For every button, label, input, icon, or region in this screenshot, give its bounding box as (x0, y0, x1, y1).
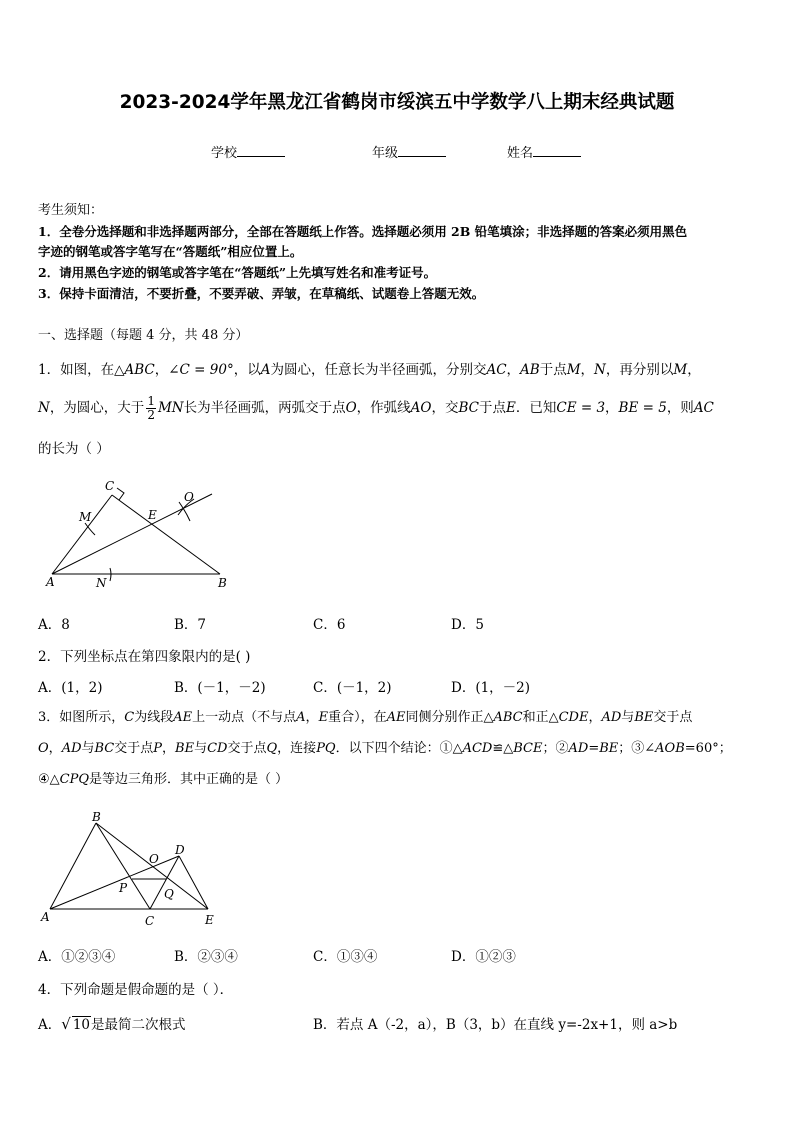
grade-field[interactable] (372, 142, 446, 161)
segment-ad (50, 856, 179, 909)
section-heading: 一、选择题（每题 4 分，共 48 分） (38, 328, 249, 343)
label-c: C (105, 479, 115, 493)
q4-option-a[interactable]: A．√ 10是最简二次根式 (38, 1015, 186, 1033)
label-n: N (96, 576, 107, 590)
side-de (179, 856, 208, 909)
q1-line-1: 1．如图，在△ABC，∠C = 90°，以A为圆心，任意长为半径画弧，分别交AC，AB于点M，N，再分别以M， (38, 362, 701, 378)
ray-ao (52, 494, 212, 574)
notice-item-1-cont: 字迹的钢笔或答字笔写在“答题纸”相应位置上。 (38, 244, 303, 259)
q2-option-a[interactable]: A．(1，2) (38, 680, 103, 696)
label-a: A (41, 910, 50, 924)
label-e: E (205, 913, 214, 927)
q2-option-d[interactable]: D．(1，－2) (451, 680, 531, 696)
label-b: B (92, 810, 101, 824)
label-e: E (148, 508, 157, 522)
sqrt-symbol: √ (61, 1015, 71, 1033)
notice-heading: 考生须知： (38, 203, 104, 218)
label-p: P (119, 881, 128, 895)
q3-line-2: O，AD与BC交于点P，BE与CD交于点Q，连接PQ．以下四个结论：①△ACD≌△BCE；②AD=BE；③∠AOB=60°； (38, 741, 732, 756)
fraction-one-half: $\frac{1}{2}$ (147, 394, 155, 422)
name-field[interactable] (507, 142, 581, 161)
label-o: O (149, 852, 159, 866)
grade-blank[interactable] (398, 143, 446, 157)
notice-item-3: 3．保持卡面清洁，不要折叠，不要弄破、弄皱，在草稿纸、试题卷上答题无效。 (38, 286, 485, 301)
q1-figure (40, 475, 240, 595)
q3-option-a[interactable]: A．①②③④ (38, 949, 116, 965)
q4-stem: 4．下列命题是假命题的是（ ）． (38, 982, 234, 998)
page-title: 2023-2024学年黑龙江省鹤岗市绥滨五中学数学八上期末经典试题 (119, 92, 675, 113)
side-ab (50, 823, 96, 909)
side-cb (112, 495, 220, 574)
label-o: O (184, 490, 194, 504)
notice-item-2: 2．请用黑色字迹的钢笔或答字笔在“答题纸”上先填写姓名和准考证号。 (38, 265, 437, 280)
q1-option-b[interactable]: B．7 (174, 617, 207, 633)
label-d: D (175, 843, 185, 857)
q3-figure (38, 808, 228, 932)
label-c: C (145, 914, 155, 928)
grade-label: 年级 (372, 146, 399, 161)
school-field[interactable] (211, 142, 285, 161)
q1-line-3: 的长为（ ） (38, 441, 110, 457)
label-m: M (79, 510, 92, 524)
school-blank[interactable] (237, 143, 285, 157)
q1-option-d[interactable]: D．5 (451, 617, 484, 633)
name-label: 姓名 (507, 146, 534, 161)
q3-line-1: 3．如图所示，C为线段AE上一动点（不与点A，E重合），在AE同侧分别作正△ABC和正△CDE，AD与BE交于点 (38, 710, 693, 725)
q1-option-c[interactable]: C．6 (313, 617, 346, 633)
school-label: 学校 (211, 146, 238, 161)
q3-line-3: ④△CPQ是等边三角形．其中正确的是（ ） (38, 772, 289, 787)
q3-option-d[interactable]: D．①②③ (451, 949, 516, 965)
q1-line-2: N，为圆心，大于 $\frac{1}{2}$ MN长为半径画弧，两弧交于点O，作弧线AO，交BC于点E．已知CE = 3，BE = 5，则AC (38, 394, 714, 422)
sqrt-radicand: 10 (72, 1017, 90, 1033)
side-ac (52, 495, 112, 574)
notice-item-1: 1．全卷分选择题和非选择题两部分，全部在答题纸上作答。选择题必须用 2B 铅笔填涂；非选择题的答案必须用黑色 (38, 224, 688, 239)
q1-option-a[interactable]: A．8 (38, 617, 70, 633)
label-b: B (218, 576, 227, 590)
q3-option-b[interactable]: B．②③④ (174, 949, 238, 965)
label-a: A (46, 575, 55, 589)
label-q: Q (164, 887, 174, 901)
q2-option-c[interactable]: C．(－1，2) (313, 680, 392, 696)
right-angle-mark (117, 488, 124, 500)
q2-stem: 2．下列坐标点在第四象限内的是( ) (38, 649, 251, 665)
name-blank[interactable] (533, 143, 581, 157)
q4-option-b[interactable]: B．若点 A（-2，a），B（3，b）在直线 y=-2x+1，则 a>b (313, 1017, 678, 1033)
segment-be (96, 823, 208, 909)
q2-option-b[interactable]: B．(－1，－2) (174, 680, 266, 696)
q3-option-c[interactable]: C．①③④ (313, 949, 378, 965)
side-bc (96, 823, 150, 909)
